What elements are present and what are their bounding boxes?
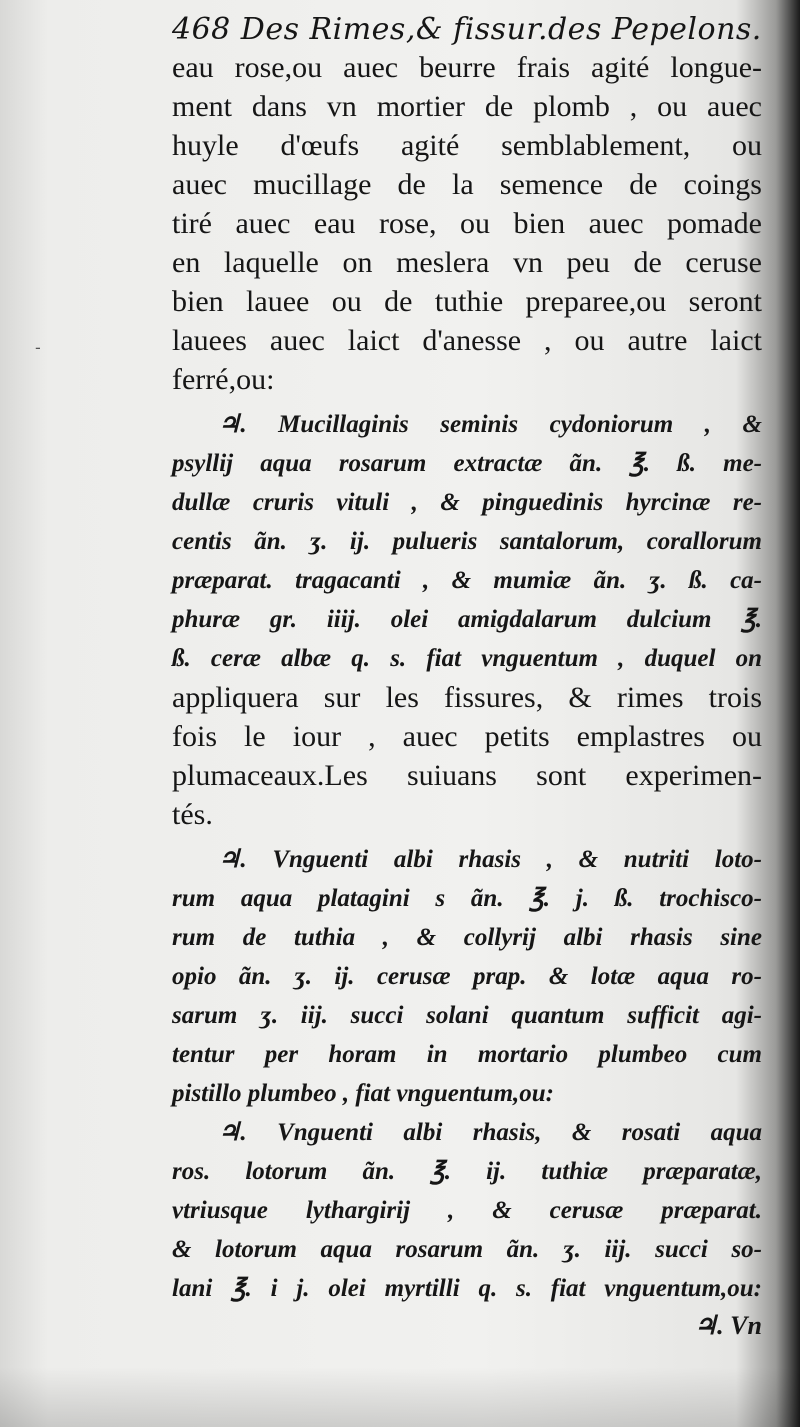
catchword: ♃. Vn [693,1311,762,1340]
margin-mark: - [35,338,41,357]
recipe-line: præparat. tragacanti , & mumiæ ãn. ʒ. ß. ca- [172,567,762,594]
recipe-line: ros. lotorum ãn. ℥. ij. tuthiæ præparatæ, [172,1158,762,1185]
recipe-line: & lotorum aqua rosarum ãn. ʒ. iij. succi so- [172,1236,762,1263]
recipe-2 [172,840,762,1113]
text-line: ment dans vn mortier de plomb , ou auec [172,90,762,123]
recipe-line: ♃. Mucillaginis seminis cydoniorum , & [218,411,762,438]
recipe-line: lani ℥. i j. olei myrtilli q. s. fiat vnguentum,ou: [172,1275,762,1302]
recipe-line: ß. ceræ albæ q. s. fiat vnguentum , duquel on [172,645,762,672]
recipe-line: sarum ʒ. iij. succi solani quantum sufficit agi- [172,1002,762,1029]
recipe-line: pistillo plumbeo , fiat vnguentum,ou: [172,1080,554,1107]
recipe-line: rum de tuthia , & collyrij albi rhasis sine [172,924,762,951]
text-line: ferré,ou: [172,363,275,396]
recipe-line: psyllij aqua rosarum extractæ ãn. ℥. ß. me- [172,450,762,477]
recipe-line: centis ãn. ʒ. ij. pulueris santalorum, corallorum [172,528,762,555]
recipe-1 [172,405,762,834]
paragraph-1 [172,48,762,399]
text-line: eau rose,ou auec beurre frais agité longue- [172,51,762,84]
recipe-line: rum aqua platagini s ãn. ℥. j. ß. trochisco- [172,885,762,912]
text-line: tiré auec eau rose, ou bien auec pomade [172,207,762,240]
text-line: bien lauee ou de tuthie preparee,ou seront [172,285,762,318]
recipe-line: tentur per horam in mortario plumbeo cum [172,1041,762,1068]
text-line: appliquera sur les fissures, & rimes trois [172,681,762,714]
text-line: en laquelle on meslera vn peu de ceruse [172,246,762,279]
recipe-line: ♃. Vnguenti albi rhasis, & rosati aqua [218,1119,762,1146]
recipe-line: opio ãn. ʒ. ij. cerusæ prap. & lotæ aqua ro- [172,963,762,990]
text-block [172,12,762,1344]
recipe-line: dullæ cruris vituli , & pinguedinis hyrcinæ re- [172,489,762,516]
text-line: huyle d'œufs agité semblablement, ou [172,129,762,162]
text-line: lauees auec laict d'anesse , ou autre laict [172,324,762,357]
page-shadow [0,1367,800,1427]
text-line: fois le iour , auec petits emplastres ou [172,720,762,753]
recipe-line: vtriusque lythargirij , & cerusæ præparat. [172,1197,762,1224]
text-line: auec mucillage de la semence de coings [172,168,762,201]
text-line: plumaceaux.Les suiuans sont experimen- [172,759,762,792]
recipe-line: phuræ gr. iiij. olei amigdalarum dulcium ℥. [172,606,762,633]
recipe-3 [172,1113,762,1308]
running-head: 468 Des Rimes,& fissur.des Pepelons. [172,12,762,47]
recipe-line: ♃. Vnguenti albi rhasis , & nutriti loto- [218,846,762,873]
text-line: tés. [172,798,213,831]
